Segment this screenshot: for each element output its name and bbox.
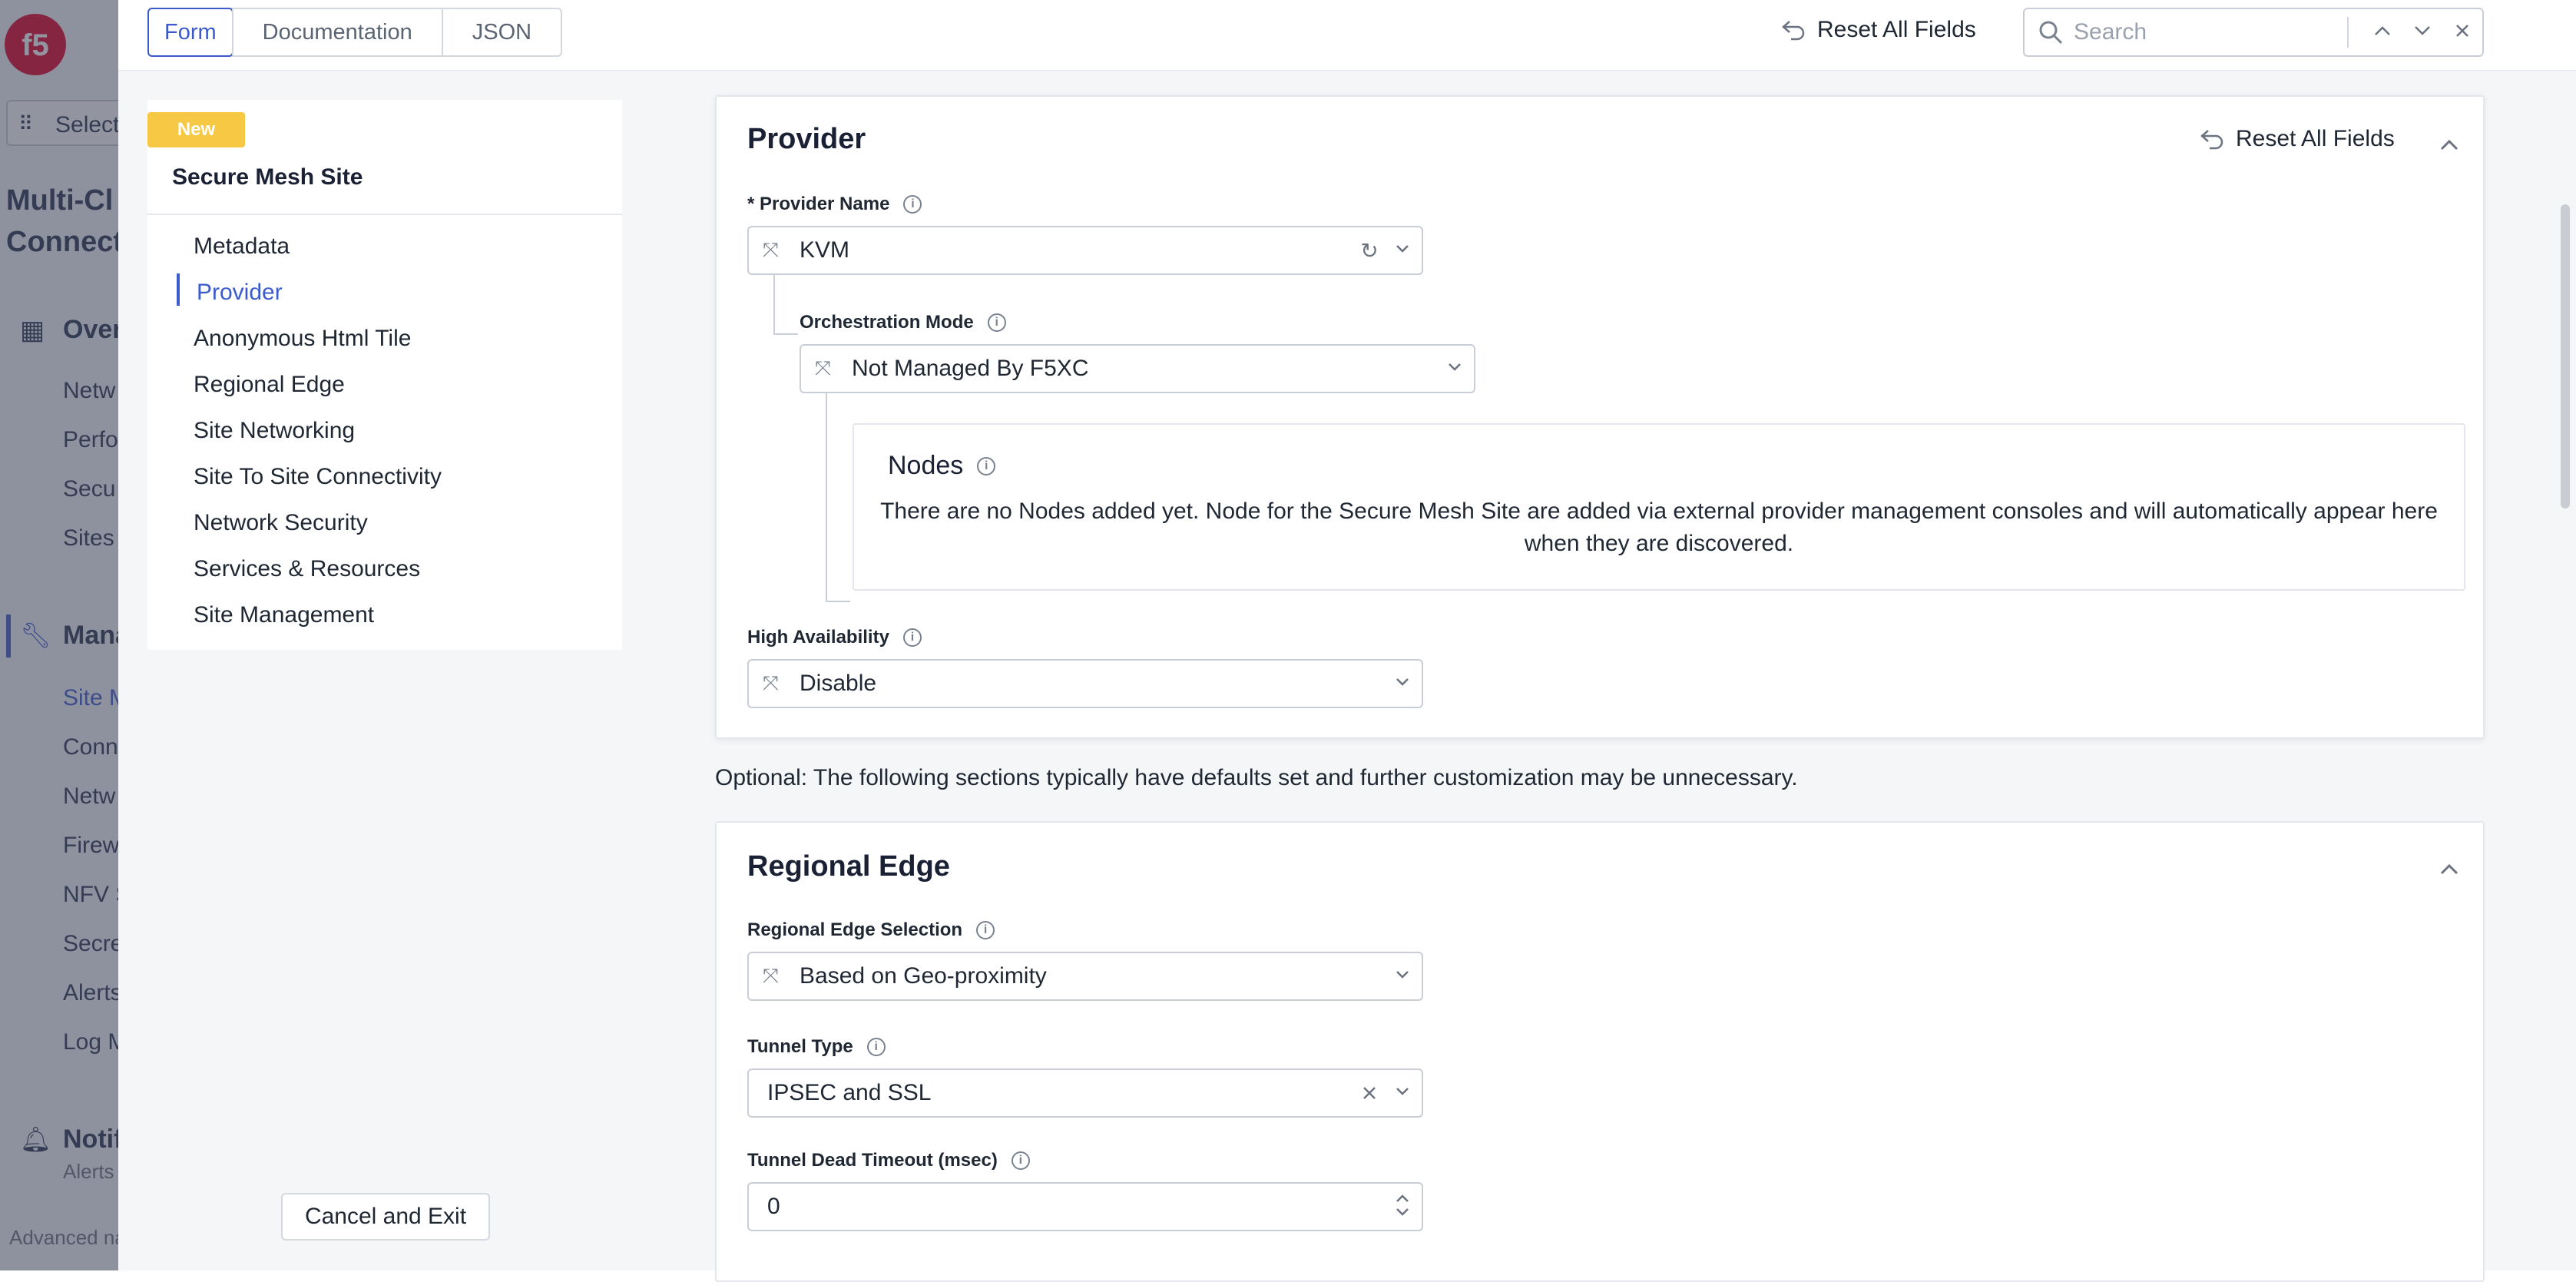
branch-icon: ⤧	[763, 671, 779, 694]
search-input[interactable]	[2023, 8, 2484, 57]
high-availability-value: Disable	[800, 671, 877, 696]
nav-item-services-resources[interactable]: Services & Resources	[194, 556, 421, 581]
branch-icon: ⤧	[763, 238, 779, 261]
nav-item-anonymous-html-tile[interactable]: Anonymous Html Tile	[194, 326, 412, 351]
tab-form[interactable]: Form	[147, 8, 233, 57]
regional-edge-selection-select[interactable]	[747, 952, 1423, 1001]
chevron-down-icon[interactable]	[1435, 362, 1474, 376]
chevron-down-icon[interactable]	[1383, 969, 1422, 983]
view-tabs	[147, 8, 562, 57]
orchestration-mode-select[interactable]	[800, 344, 1475, 393]
provider-name-label: * Provider Name i	[747, 194, 922, 215]
chevron-up-icon[interactable]	[2362, 25, 2402, 40]
info-icon[interactable]: i	[976, 921, 995, 939]
reset-icon	[1780, 18, 1806, 41]
stepper-icon[interactable]	[1383, 1192, 1422, 1222]
info-icon[interactable]: i	[867, 1038, 886, 1056]
nodes-title: Nodes i	[888, 451, 995, 481]
optional-note: Optional: The following sections typically have defaults set and further customization may be unnecessary.	[715, 765, 1798, 790]
nav-item-site-management[interactable]: Site Management	[194, 602, 375, 628]
nav-item-provider[interactable]: Provider	[197, 280, 283, 305]
reset-all-fields-button[interactable]	[1780, 17, 1976, 43]
info-icon[interactable]: i	[903, 628, 922, 647]
close-icon[interactable]	[2442, 24, 2482, 41]
search-icon	[2038, 20, 2063, 45]
provider-card	[715, 95, 2485, 739]
background-app	[0, 0, 118, 1270]
tunnel-dead-timeout-input[interactable]	[747, 1182, 1423, 1231]
provider-reset-button[interactable]	[2199, 126, 2395, 152]
tunnel-dead-timeout-label: Tunnel Dead Timeout (msec) i	[747, 1150, 1030, 1171]
cancel-and-exit-button[interactable]: Cancel and Exit	[281, 1193, 490, 1241]
nodes-empty-message: There are no Nodes added yet. Node for the Secure Mesh Site are added via external provider management consoles and will automatically appear here when they are discovered.	[880, 499, 2438, 556]
branch-icon: ⤧	[815, 356, 831, 379]
tunnel-dead-timeout-value: 0	[767, 1194, 780, 1219]
nav-item-network-security[interactable]: Network Security	[194, 510, 368, 535]
chevron-up-icon[interactable]	[2434, 856, 2465, 880]
regional-edge-selection-label: Regional Edge Selection i	[747, 919, 995, 941]
reset-label: Reset All Fields	[2236, 126, 2395, 151]
high-availability-label: High Availability i	[747, 627, 922, 648]
orchestration-mode-value: Not Managed By F5XC	[852, 356, 1089, 381]
nav-item-site-networking[interactable]: Site Networking	[194, 418, 356, 443]
high-availability-select[interactable]	[747, 659, 1423, 708]
regional-edge-selection-value: Based on Geo-proximity	[800, 963, 1047, 989]
tunnel-type-value: IPSEC and SSL	[767, 1080, 932, 1105]
provider-name-value: KVM	[800, 237, 850, 263]
info-icon[interactable]: i	[977, 457, 995, 475]
orchestration-mode-label: Orchestration Mode i	[800, 312, 1006, 333]
scrollbar[interactable]	[2561, 204, 2570, 508]
section-nav	[147, 100, 622, 650]
chevron-down-icon[interactable]	[1383, 677, 1422, 691]
chevron-up-icon[interactable]	[2434, 132, 2465, 155]
nav-item-metadata[interactable]: Metadata	[194, 234, 290, 259]
new-badge: New	[147, 112, 245, 147]
provider-title: Provider	[747, 123, 866, 155]
form-panel	[118, 0, 2576, 1270]
reset-icon	[2199, 128, 2225, 151]
regional-edge-card	[715, 821, 2485, 1282]
nav-item-regional-edge[interactable]: Regional Edge	[194, 372, 345, 397]
tab-documentation[interactable]: Documentation	[232, 9, 442, 55]
nodes-section	[853, 423, 2465, 591]
info-icon[interactable]: i	[988, 313, 1006, 332]
active-indicator	[177, 273, 180, 306]
clear-icon[interactable]	[1356, 1081, 1383, 1105]
chevron-down-icon[interactable]	[2402, 25, 2442, 40]
regional-edge-title: Regional Edge	[747, 850, 950, 883]
tunnel-type-select[interactable]	[747, 1068, 1423, 1118]
info-icon[interactable]: i	[1012, 1151, 1030, 1170]
branch-icon: ⤧	[763, 964, 779, 987]
tunnel-type-label: Tunnel Type i	[747, 1036, 886, 1058]
chevron-down-icon[interactable]	[1383, 1086, 1422, 1100]
search-placeholder: Search	[2074, 19, 2147, 45]
reset-label: Reset All Fields	[1817, 17, 1976, 42]
nav-item-site-to-site[interactable]: Site To Site Connectivity	[194, 464, 442, 489]
provider-name-select[interactable]	[747, 226, 1423, 275]
chevron-down-icon[interactable]	[1383, 243, 1422, 257]
info-icon[interactable]: i	[903, 195, 922, 214]
tab-json[interactable]: JSON	[442, 9, 561, 55]
refresh-icon[interactable]: ↻	[1360, 238, 1379, 263]
modal-overlay	[0, 0, 118, 1270]
form-toolbar	[118, 0, 2576, 71]
page-title: Secure Mesh Site	[172, 164, 363, 190]
